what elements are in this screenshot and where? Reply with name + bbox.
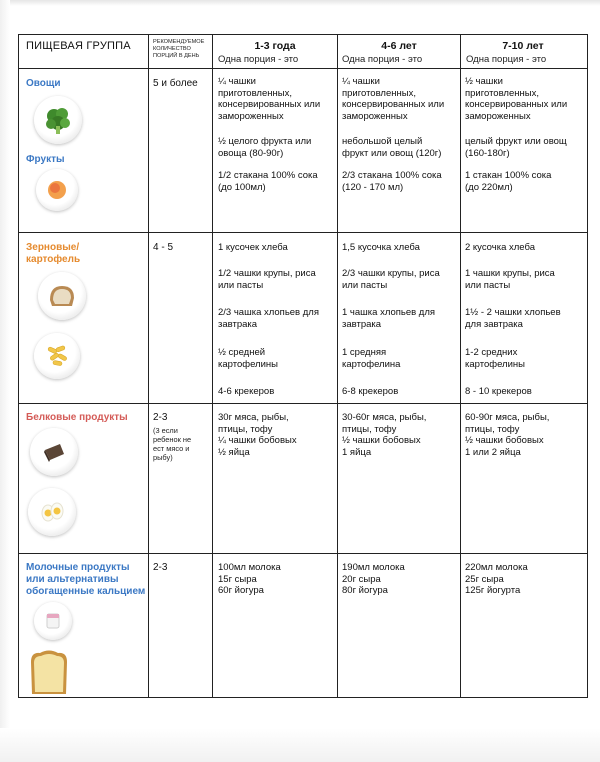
group-dairy — [26, 562, 145, 598]
col-divider-2 — [212, 34, 213, 698]
meat-plate — [30, 428, 78, 476]
dairy-line: 100мл молока — [218, 562, 281, 573]
header-age-2-sub: Одна порция - это — [342, 54, 423, 65]
cell-flakes-age1 — [218, 307, 336, 330]
cell-veg-age2 — [342, 76, 460, 122]
juice-line: (до 220мл) — [465, 181, 513, 193]
flakes-line: завтрака — [342, 318, 382, 330]
broccoli-icon — [34, 96, 82, 144]
col-border-left — [18, 34, 19, 698]
fruit-line: (160-180г) — [465, 147, 510, 159]
protein-line: 1 яйца — [342, 446, 372, 458]
dairy-line: 80г йогура — [342, 585, 388, 596]
cell-dairy-age3 — [465, 562, 583, 597]
row-divider-3 — [18, 553, 588, 554]
veg-line: консервированных или — [218, 99, 321, 110]
cell-dairy-age2 — [342, 562, 460, 597]
dairy-line: 20г сыра — [342, 573, 381, 585]
cell-crackers-age1: 4-6 крекеров — [218, 386, 275, 397]
header-age-3: 7-10 лет — [502, 40, 544, 52]
cell-fruit-age1 — [218, 136, 336, 159]
cell-cereal-age2 — [342, 268, 460, 291]
juice-line: 1/2 стакана 100% сока — [218, 170, 318, 181]
veg-line: консервированных или — [342, 99, 445, 110]
group-vegetables: Овощи — [26, 78, 61, 89]
count-protein-note — [153, 426, 208, 462]
fruit-line: фрукт или овощ (120г) — [342, 147, 442, 159]
juice-line: 2/3 стакана 100% сока — [342, 170, 442, 181]
table-border-bottom — [18, 697, 588, 698]
egg-plate — [28, 488, 76, 536]
fruit-line: небольшой целый — [342, 136, 423, 147]
dairy-line: 125г йогурта — [465, 585, 521, 596]
note-line: ребенок не — [153, 435, 192, 444]
col-divider-1 — [148, 34, 149, 698]
flakes-line: 2/3 чашка хлопьев для — [218, 307, 319, 318]
col-divider-3 — [337, 34, 338, 698]
count-vegetables: 5 и более — [153, 78, 198, 89]
protein-line: птицы, тофу — [342, 423, 397, 435]
juice-line: 1 стакан 100% сока — [465, 170, 552, 181]
cell-potato-age2 — [342, 347, 460, 370]
group-fruits: Фрукты — [26, 154, 65, 165]
cell-bread-age2: 1,5 кусочка хлеба — [342, 242, 420, 253]
fruit-line: овоща (80-90г) — [218, 147, 284, 159]
cell-veg-age3 — [465, 76, 583, 122]
veg-line: замороженных — [218, 110, 284, 122]
dairy-line: 25г сыра — [465, 573, 504, 585]
col-border-right — [587, 34, 588, 698]
potato-line: картофелины — [218, 358, 278, 370]
fruit-line: ½ целого фрукта или — [218, 136, 312, 147]
yogurt-plate — [34, 602, 72, 640]
group-grains-line: картофель — [26, 254, 81, 265]
cell-protein-age1 — [218, 412, 336, 458]
bread-plate — [38, 272, 86, 320]
potato-line: 1 средняя — [342, 347, 387, 358]
col-divider-4 — [460, 34, 461, 698]
protein-line: птицы, тофу — [465, 423, 520, 435]
group-protein: Белковые продукты — [26, 412, 128, 423]
protein-line: 1 или 2 яйца — [465, 446, 521, 458]
note-line: (3 если — [153, 426, 178, 435]
group-dairy-line: обогащенные кальцием — [26, 586, 146, 597]
cell-dairy-age1 — [218, 562, 336, 597]
row-divider-2 — [18, 403, 588, 404]
header-divider — [18, 68, 588, 69]
veg-line: ½ чашки — [465, 76, 503, 87]
table-border-top — [18, 34, 588, 35]
cell-juice-age1 — [218, 170, 336, 193]
potato-line: ½ средней — [218, 347, 266, 358]
veg-line: консервированных или — [465, 99, 568, 110]
group-dairy-line: или альтернативы — [26, 574, 119, 585]
group-grains — [26, 242, 80, 266]
veg-line: ¼ чашки — [342, 76, 380, 87]
group-dairy-line: Молочные продукты — [26, 562, 130, 573]
potato-line: 1-2 средних — [465, 347, 518, 358]
cereal-line: 2/3 чашки крупы, риса — [342, 268, 440, 279]
row-divider-1 — [18, 232, 588, 233]
cell-juice-age3 — [465, 170, 583, 193]
cell-fruit-age3 — [465, 136, 583, 159]
potato-line: картофелина — [342, 358, 401, 370]
top-shadow — [0, 0, 600, 6]
dairy-line: 190мл молока — [342, 562, 405, 573]
flakes-line: завтрака — [218, 318, 258, 330]
veg-line: ¼ чашки — [218, 76, 256, 87]
header-food-group: ПИЩЕВАЯ ГРУППА — [26, 40, 131, 52]
protein-line: птицы, тофу — [218, 423, 273, 435]
peach-icon — [36, 169, 78, 211]
flakes-line: 1½ - 2 чашки хлопьев — [465, 307, 561, 318]
cell-veg-age1 — [218, 76, 336, 122]
cell-cereal-age1 — [218, 268, 336, 291]
meat-icon — [30, 428, 78, 476]
dairy-line: 15г сыра — [218, 573, 257, 585]
juice-line: (120 - 170 мл) — [342, 181, 404, 193]
protein-line: ½ чашки бобовых — [465, 435, 544, 446]
left-shadow — [0, 0, 10, 762]
cheese-slice — [28, 648, 70, 696]
count-protein: 2-3 — [153, 412, 168, 423]
flakes-line: для завтрака — [465, 318, 523, 330]
cereal-line: или пасты — [218, 279, 264, 291]
header-age-3-sub: Одна порция - это — [466, 54, 547, 65]
egg-icon — [28, 488, 76, 536]
cell-potato-age3 — [465, 347, 583, 370]
cell-flakes-age3 — [465, 307, 583, 330]
cell-crackers-age2: 6-8 крекеров — [342, 386, 399, 397]
note-line: рыбу) — [153, 453, 173, 462]
protein-line: 30г мяса, рыбы, — [218, 412, 289, 423]
dairy-line: 220мл молока — [465, 562, 528, 573]
protein-line: 60-90г мяса, рыбы, — [465, 412, 550, 423]
cell-fruit-age2 — [342, 136, 460, 159]
fruit-line: целый фрукт или овощ — [465, 136, 567, 147]
cereal-line: 1 чашки крупы, риса — [465, 268, 555, 279]
cell-bread-age1: 1 кусочек хлеба — [218, 242, 288, 253]
cell-cereal-age3 — [465, 268, 583, 291]
protein-line: ½ чашки бобовых — [342, 435, 421, 446]
peach-plate — [36, 169, 78, 211]
bread-icon — [38, 272, 86, 320]
header-age-1-sub: Одна порция - это — [218, 54, 299, 65]
protein-line: 30-60г мяса, рыбы, — [342, 412, 427, 423]
header-age-2: 4-6 лет — [381, 40, 417, 52]
cereal-line: или пасты — [342, 279, 388, 291]
protein-line: ½ яйца — [218, 446, 250, 458]
cell-bread-age3: 2 кусочка хлеба — [465, 242, 535, 253]
veg-line: приготовленных, — [342, 87, 416, 99]
note-line: ест мясо и — [153, 444, 190, 453]
count-grains: 4 - 5 — [153, 242, 174, 253]
pasta-icon — [34, 333, 80, 379]
cereal-line: или пасты — [465, 279, 511, 291]
broccoli-plate — [34, 96, 82, 144]
yogurt-icon — [34, 602, 72, 640]
dairy-line: 60г йогура — [218, 585, 264, 596]
cell-potato-age1 — [218, 347, 336, 370]
header-recommended: РЕКОМЕНДУЕМОЕ КОЛИЧЕСТВО ПОРЦИЙ В ДЕНЬ — [153, 39, 205, 59]
cell-flakes-age2 — [342, 307, 460, 330]
pasta-plate — [34, 333, 80, 379]
cell-protein-age2 — [342, 412, 460, 458]
veg-line: приготовленных, — [218, 87, 292, 99]
cell-juice-age2 — [342, 170, 460, 193]
bottom-shadow — [0, 728, 600, 762]
count-dairy: 2-3 — [153, 562, 168, 573]
header-age-1: 1-3 года — [254, 40, 296, 52]
potato-line: картофелины — [465, 358, 525, 370]
veg-line: приготовленных, — [465, 87, 539, 99]
veg-line: замороженных — [465, 110, 531, 122]
cell-crackers-age3: 8 - 10 крекеров — [465, 386, 532, 397]
group-grains-line: Зерновые/ — [26, 242, 80, 253]
protein-line: ¼ чашки бобовых — [218, 435, 297, 446]
veg-line: замороженных — [342, 110, 408, 122]
cell-protein-age3 — [465, 412, 583, 458]
juice-line: (до 100мл) — [218, 181, 266, 193]
cereal-line: 1/2 чашки крупы, риса — [218, 268, 316, 279]
flakes-line: 1 чашка хлопьев для — [342, 307, 436, 318]
